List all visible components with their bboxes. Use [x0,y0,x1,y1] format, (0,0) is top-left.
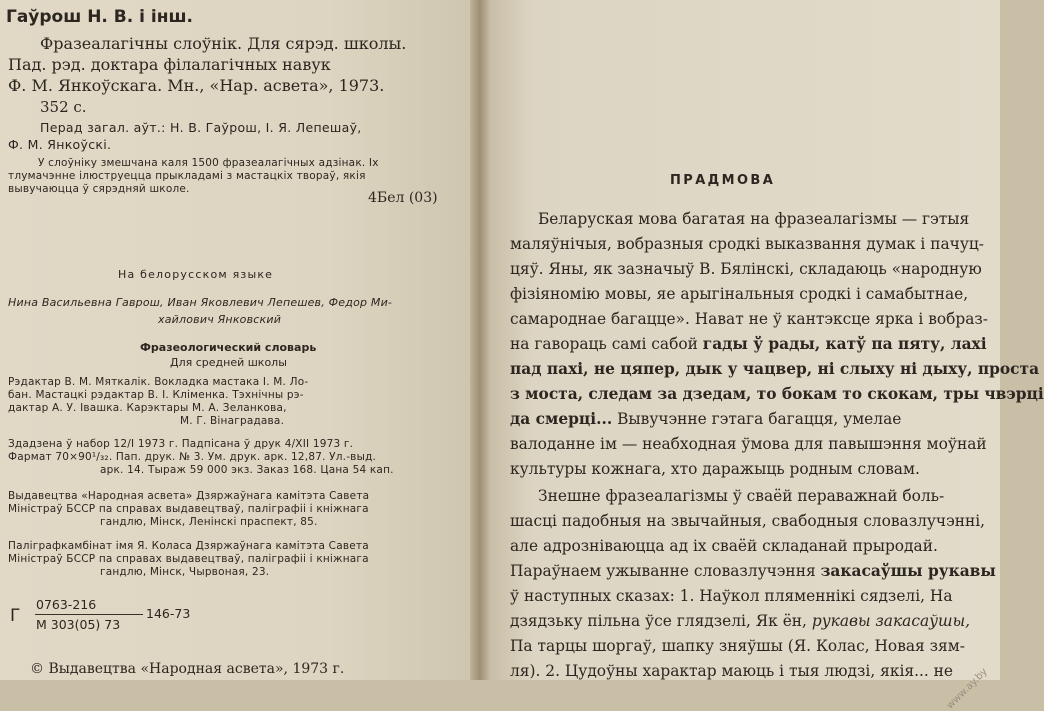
bold-phrase: закасаўшы рукавы [820,562,996,580]
ru-subtitle: Для средней школы [170,356,287,369]
bold-line: з моста, следам за дзедам, то бокам то скокам, тры чвэрці [510,385,1044,403]
index-code-top: 0763-216 [36,597,97,612]
desc-line: Фразеалагічны слоўнік. Для сярэд. школы. [40,34,407,53]
text-line: Па тарцы шоргаў, шапку зняўшы (Я. Колас, Новая зям- [510,637,965,655]
index-fraction-line [35,614,143,615]
editors-line: М. Г. Вінаградава. [180,415,285,427]
desc-line: 352 с. [40,98,87,116]
book-gutter [470,0,492,680]
text-line: культуры кожнага, хто даражыць родным словам. [510,460,920,478]
printer-line: Міністраў БССР па справах выдавецтваў, паліграфіі і кніжнага [8,553,369,565]
ru-authors-line: Нина Васильевна Гаврош, Иван Яковлевич Лепешев, Федор Ми- [8,296,393,309]
text-span: на гавораць самі сабой [510,335,698,353]
text-span: Параўнаем ужыванне словазлучэння [510,562,816,580]
ru-authors-line: хайлович Янковский [158,313,282,326]
publisher-line: гандлю, Мінск, Ленінскі праспект, 85. [100,516,318,528]
italic-phrase: рукавы закасаўшы, [811,612,971,630]
copyright: © Выдавецтва «Народная асвета», 1973 г. [30,661,345,677]
bold-phrase: да смерці... [510,410,613,428]
watermark: www.ay.by [944,666,990,711]
text-line: валоданне ім — неабходная ўмова для павышэння моўнай [510,435,987,453]
publisher-line: Выдавецтва «Народная асвета» Дзяржаўнага камітэта Савета [8,490,370,502]
text-line [510,612,970,630]
bold-line: пад пахі, не цяпер, дык у чацвер, ні слыху ні дыху, проста [510,360,1040,378]
text-line: маляўнічыя, вобразныя сродкі выказвання думак і пачуц- [510,235,984,253]
text-line: цяў. Яны, як зазначыў В. Бялінскі, складаюць «народную [510,260,982,278]
note-line: вывучаюцца ў сярэдняй школе. [8,183,190,195]
language-note: На белорусском языке [118,268,274,281]
note-line: У слоўніку змешчана каля 1500 фразеалагічных адзінак. Іх [38,157,379,169]
print-line: Здадзена ў набор 12/І 1973 г. Падпісана ў друк 4/ХІІ 1973 г. [8,438,354,450]
authors-line: Перад загал. аўт.: Н. В. Гаўрош, І. Я. Лепешаў, [40,120,362,135]
catalog-header: Гаўрош Н. В. і інш. [6,7,193,27]
bold-phrase: гады ў рады, катў па пяту, лахі [702,335,987,353]
text-line [510,562,996,580]
text-line [510,410,901,428]
text-span: Вывучэнне гэтага багацця, умелае [617,410,902,428]
publisher-line: Міністраў БССР па справах выдавецтваў, паліграфіі і кніжнага [8,503,369,515]
printer-line: гандлю, Мінск, Чырвоная, 23. [100,566,270,578]
left-page [0,0,470,680]
text-line: ля). 2. Цудоўны характар маюць і тыя людзі, якія... не [510,662,954,680]
text-line [510,335,987,353]
index-code-bottom: М 303(05) 73 [36,617,121,632]
index-letter: Г [10,606,21,626]
text-line: самароднае багацце». Нават не ў кантэксце ярка і вобраз- [510,310,989,328]
text-line: фізіяномію мовы, яе арыгінальныя сродкі і самабытнае, [510,285,969,303]
text-line: шасці падобныя на звычайныя, свабодныя словазлучэнні, [510,512,986,530]
classification-code: 4Бел (03) [368,190,438,206]
right-page [492,0,1044,711]
print-line: Фармат 70×90¹/₃₂. Пап. друк. № 3. Ум. друк. арк. 12,87. Ул.-выд. [8,451,377,463]
text-line: Беларуская мова багатая на фразеалагізмы — гэтыя [538,210,970,228]
print-line: арк. 14. Тыраж 59 000 экз. Заказ 168. Цана 54 кап. [100,464,394,476]
desc-line: Ф. М. Янкоўскага. Мн., «Нар. асвета», 1973. [8,76,385,95]
ru-title: Фразеологический словарь [140,341,317,354]
editors-line: бан. Мастацкі рэдактар В. І. Кліменка. Тэхнічны рэ- [8,389,304,401]
text-span: дзядзьку пільна ўсе глядзелі, Як ён, [510,612,807,630]
editors-line: Рэдактар В. М. Мяткалік. Вокладка мастака І. М. Ло- [8,376,309,388]
index-code-side: 146-73 [146,606,191,621]
editors-line: дактар А. У. Івашка. Карэктары М. А. Зеланкова, [8,402,287,414]
authors-line: Ф. М. Янкоўскі. [8,137,112,152]
section-title: ПРАДМОВА [670,173,776,188]
text-line: але адрозніваюцца ад іх сваёй складанай прыродай. [510,537,938,555]
desc-line: Пад. рэд. доктара філалагічных навук [8,55,331,74]
text-line: Знешне фразеалагізмы ў сваёй пераважнай боль- [538,487,945,505]
note-line: тлумачэнне ілюструецца прыкладамі з мастацкіх твораў, якія [8,170,366,182]
printer-line: Паліграфкамбінат імя Я. Коласа Дзяржаўнага камітэта Савета [8,540,369,552]
text-line: ў наступных сказах: 1. Наўкол пляменнікі сядзелі, На [510,587,953,605]
